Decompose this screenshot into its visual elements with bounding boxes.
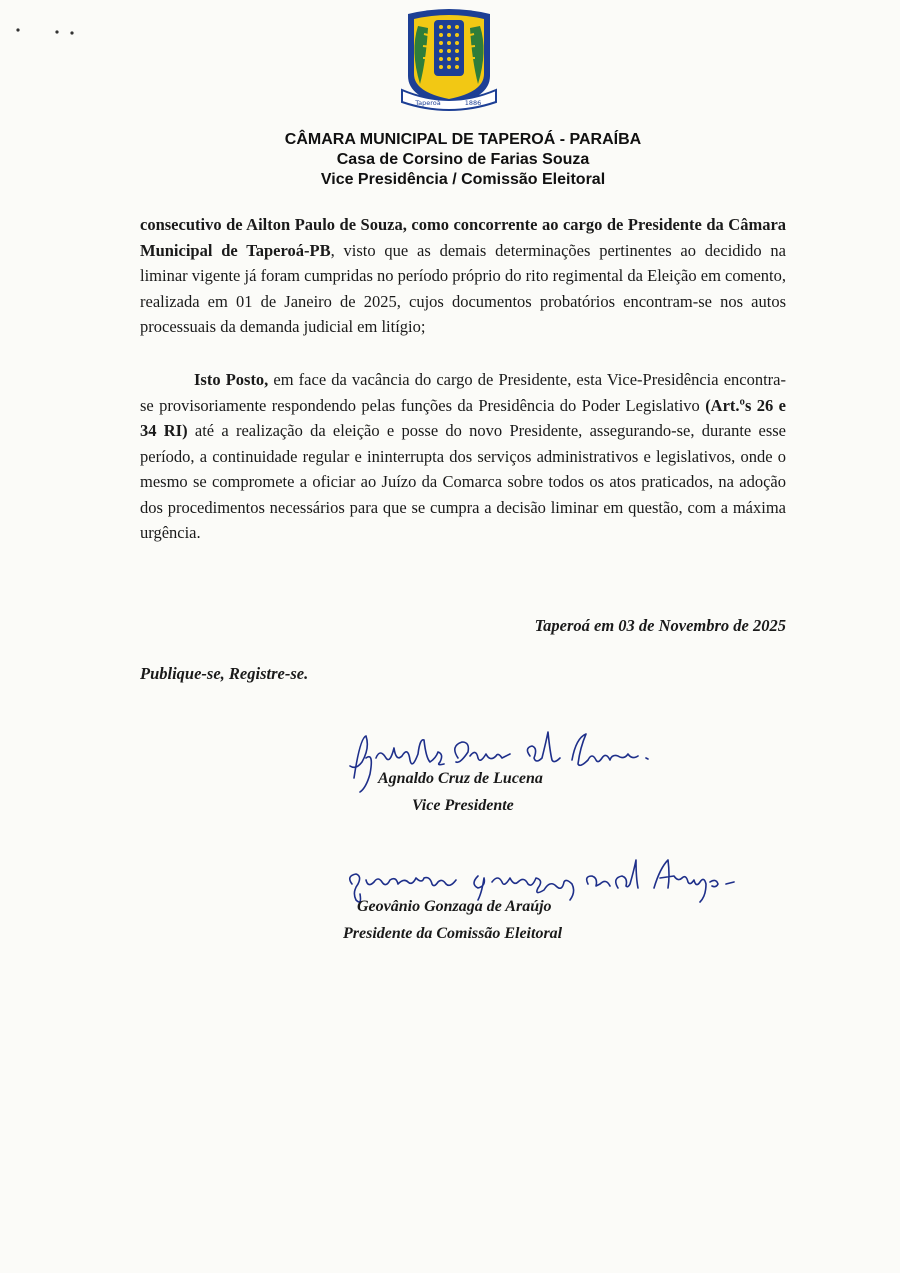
- letterhead: [140, 130, 786, 190]
- p1-bold-chamber: Câmara Municipal de Taperoá-PB: [140, 215, 787, 260]
- signer-name-1: Agnaldo Cruz de Lucena: [378, 770, 543, 787]
- crest-scroll-left: Taperoá: [415, 99, 441, 107]
- scan-specks: [14, 20, 84, 40]
- p1-text: , visto que as demais determinações pertinentes ao decidido na liminar vigente já foram cumpridas no período próprio do rito regimental da Eleição em comento, realizada em 01 de Janeiro de 2025, cujos documentos probatórios encontram-se nos autos processuais da demanda judicial em litígio;: [140, 240, 786, 336]
- p2-text-1: em face da vacância do cargo de Presidente, esta Vice-Presidência encontra-se provisoriamente respondendo pelas funções da Presidência do Poder Legislativo: [140, 370, 786, 415]
- dateline: Taperoá em 03 de Novembro de 2025: [534, 616, 786, 635]
- p2-text-2: até a realização da eleição e posse do novo Presidente, assegurando-se, durante esse período, a continuidade regular e ininterrupta dos serviços administrativos e legislativos, onde o mesmo se compromete a oficiar ao Juízo da Comarca sobre todos os atos praticados, na adoção dos procedimentos necessários para que se cumpra a decisão liminar em questão, com a máxima urgência.: [140, 421, 786, 542]
- body-paragraph-1: [140, 212, 786, 340]
- header-institution: CÂMARA MUNICIPAL DE TAPEROÁ - PARAÍBA: [284, 131, 642, 148]
- body-paragraph-2: [140, 367, 786, 546]
- municipal-crest-logo: [398, 6, 500, 116]
- signer-name-2: Geovânio Gonzaga de Araújo: [357, 898, 552, 915]
- p2-bold-articles: (Art.ºs 26 e 34 RI): [140, 395, 786, 440]
- crest-scroll-right: 1886: [464, 99, 482, 107]
- signer-role-2: Presidente da Comissão Eleitoral: [343, 925, 563, 942]
- p1-bold-name: consecutivo de Ailton Paulo de Souza,: [140, 215, 407, 234]
- p2-bold-opening: Isto Posto,: [194, 370, 269, 389]
- header-department: Vice Presidência / Comissão Eleitoral: [320, 171, 606, 188]
- p1-bold-cont: como concorrente ao cargo de Presidente da: [406, 215, 729, 234]
- publication-order: Publique-se, Registre-se.: [140, 664, 309, 683]
- signer-role-1: Vice Presidente: [412, 797, 514, 814]
- header-house-name: Casa de Corsino de Farias Souza: [336, 151, 590, 168]
